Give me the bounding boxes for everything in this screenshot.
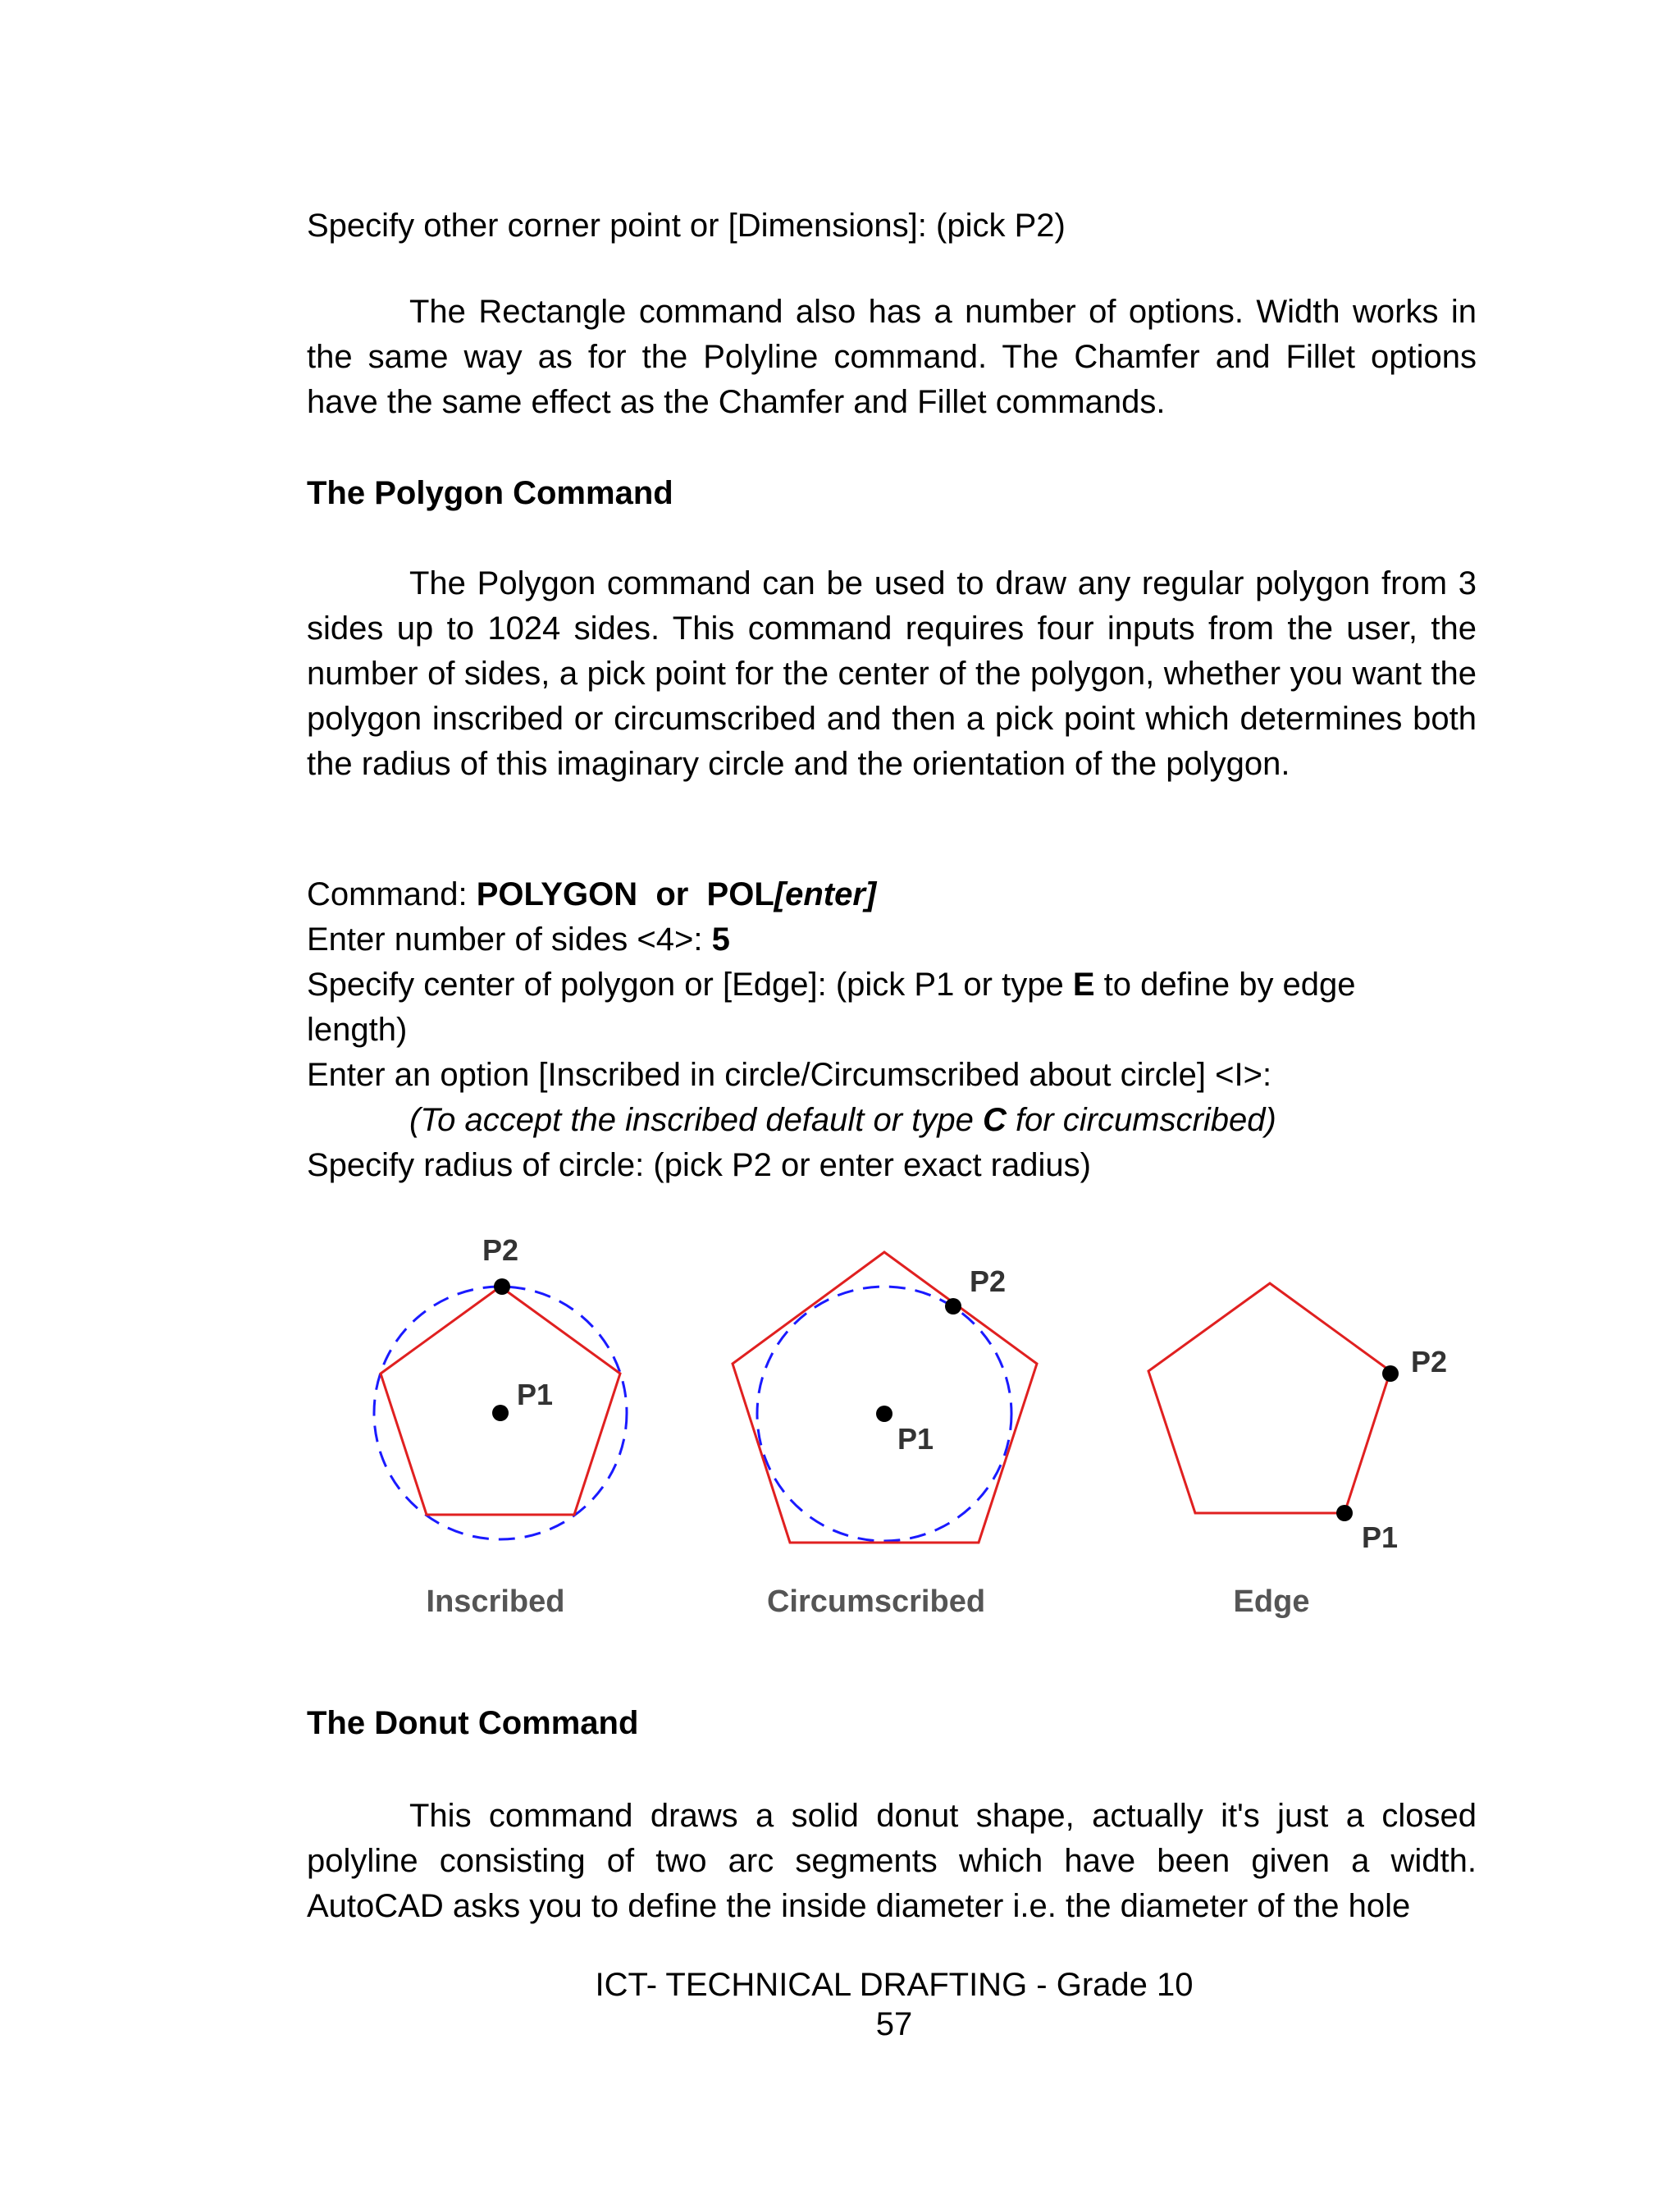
polygon-paragraph: The Polygon command can be used to draw any regular polygon from 3 sides up to 1024 sides. This command requires four inputs from the user, the number of sides, a pick point for the center of the polygon, whether you want the polygon inscribed or circumscribed and then a pick point which determines both the radius of this imaginary circle and the orientation of the polygon.	[307, 565, 1477, 782]
circumscribed-p1-point	[876, 1406, 892, 1422]
note-key: C	[982, 1102, 1007, 1138]
edge-p2-point	[1382, 1365, 1399, 1382]
center-prompt-end: to define by edge length)	[307, 967, 1356, 1048]
circumscribed-caption: Circumscribed	[766, 1584, 986, 1619]
note-text-end: for circumscribed)	[1006, 1102, 1276, 1138]
edge-diagram	[1148, 1283, 1447, 1619]
option-line: Enter an option [Inscribed in circle/Circumscribed about circle] <I>:	[307, 1057, 1272, 1093]
center-key: E	[1072, 967, 1095, 1003]
sides-value: 5	[711, 921, 730, 958]
radius-line: Specify radius of circle: (pick P2 or enter exact radius)	[307, 1147, 1091, 1183]
inscribed-diagram	[374, 1233, 627, 1619]
note-text: (To accept the inscribed default or type	[409, 1102, 983, 1138]
donut-heading: The Donut Command	[307, 1705, 639, 1741]
edge-p1-point	[1336, 1505, 1353, 1521]
page-number: 57	[875, 2006, 913, 2042]
edge-caption: Edge	[1233, 1584, 1310, 1619]
prompt-line: Specify other corner point or [Dimensions]: (pick P2)	[307, 208, 1066, 244]
inscribed-pentagon	[381, 1287, 620, 1515]
inscribed-p1-label: P1	[517, 1378, 554, 1411]
inscribed-caption: Inscribed	[426, 1584, 565, 1619]
edge-pentagon	[1148, 1283, 1390, 1513]
donut-paragraph: This command draws a solid donut shape, actually it's just a closed polyline consisting of two arc segments which have been given a width. AutoCAD asks you to define the inside diameter i.e. the diameter of the hole	[307, 1798, 1477, 1924]
inscribed-p2-point	[494, 1278, 510, 1295]
circumscribed-p2-point	[945, 1298, 961, 1314]
command-name: POLYGON or POL	[476, 876, 774, 912]
rectangle-options-paragraph: The Rectangle command also has a number of options. Width works in the same way as for the Polyline command. The Chamfer and Fillet options have the same effect as the Chamfer and Fillet commands.	[307, 294, 1477, 420]
footer-title: ICT- TECHNICAL DRAFTING - Grade 10	[595, 1967, 1194, 2003]
polygon-heading: The Polygon Command	[307, 475, 673, 511]
edge-p1-label: P1	[1362, 1520, 1399, 1554]
command-prefix: Command:	[307, 876, 477, 912]
center-prompt: Specify center of polygon or [Edge]: (pick P1 or type	[307, 967, 1073, 1003]
inscribed-p2-label: P2	[482, 1233, 519, 1267]
circumscribed-diagram	[733, 1252, 1037, 1619]
edge-p2-label: P2	[1411, 1345, 1448, 1378]
sides-prompt: Enter number of sides <4>:	[307, 921, 712, 958]
circumscribed-p2-label: P2	[970, 1264, 1007, 1298]
inscribed-p1-point	[492, 1405, 509, 1421]
command-enter: [enter]	[774, 876, 877, 912]
circumscribed-p1-label: P1	[897, 1422, 934, 1456]
